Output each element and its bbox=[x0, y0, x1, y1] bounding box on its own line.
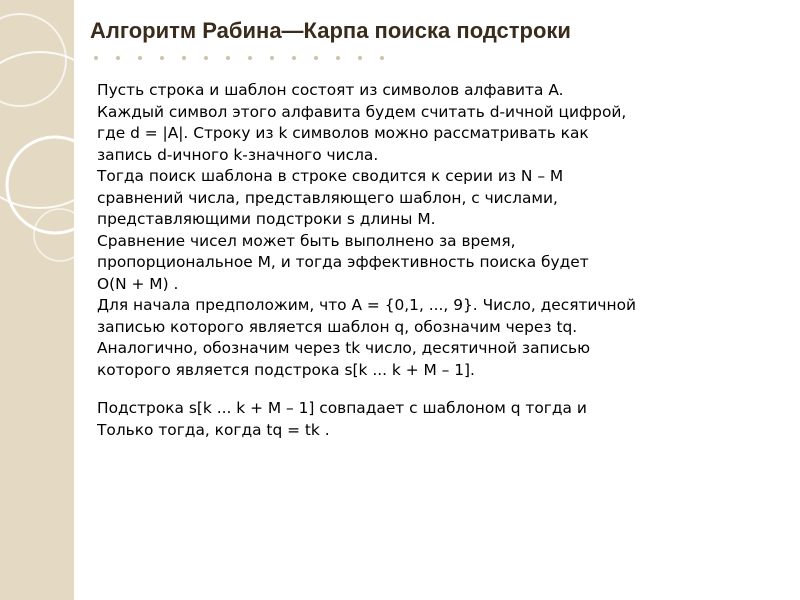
text-line: Сравнение чисел может быть выполнено за время, bbox=[97, 231, 516, 250]
text-line: запись d-ичного k-значного числа. bbox=[97, 145, 379, 164]
text-line: Каждый символ этого алфавита будем считать d-ичной цифрой, bbox=[97, 102, 627, 121]
text-line: представляющими подстроки s длины M. bbox=[97, 210, 436, 228]
text-line: Подстрока s[k ... k + M – 1] совпадает с шаблоном q тогда и bbox=[97, 399, 587, 417]
text-line: Аналогично, обозначим через tk число, десятичной записью bbox=[97, 339, 591, 357]
paragraph-gap bbox=[97, 381, 697, 398]
text-line: Пусть строка и шаблон состоят из символов алфавита A. bbox=[97, 81, 564, 99]
slide-title: Алгоритм Рабина—Карпа поиска подстроки bbox=[90, 18, 571, 43]
text-line: Для начала предположим, что A = {0,1, ..., 9}. Число, десятичной bbox=[97, 296, 637, 314]
text-line: O(N + M) . bbox=[97, 274, 179, 293]
text-line: Тогда поиск шаблона в строке сводится к серии из N – M bbox=[97, 167, 564, 185]
text-line: сравнений числа, представляющего шаблон, с числами, bbox=[97, 188, 558, 207]
slide-body bbox=[97, 80, 697, 441]
text-line: пропорциональное M, и тогда эффективность поиска будет bbox=[97, 253, 589, 271]
text-line: которого является подстрока s[k ... k + M – 1]. bbox=[97, 360, 475, 379]
text-line: записью которого является шаблон q, обозначим через tq. bbox=[97, 317, 578, 336]
text-line: Только тогда, когда tq = tk . bbox=[97, 420, 330, 439]
text-line: где d = |A|. Строку из k символов можно рассматривать как bbox=[97, 124, 589, 142]
